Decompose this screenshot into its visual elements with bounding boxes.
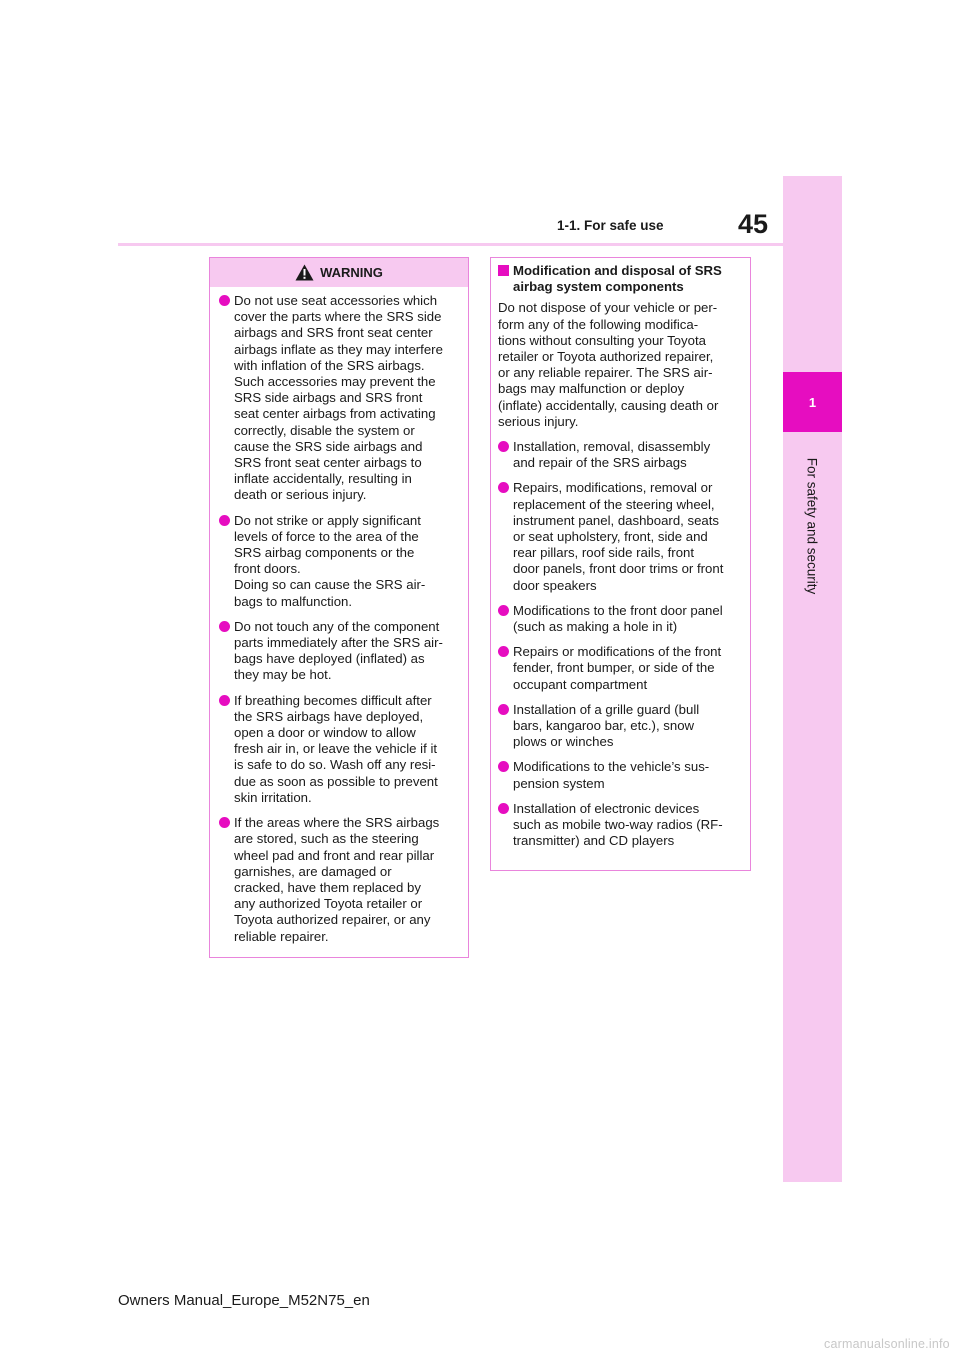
modification-item-text: Installation of electronic devices such as mobile two-way radios (RF- transmitter) and CD players <box>513 800 723 849</box>
bullet-icon <box>219 695 230 706</box>
warning-item-text: If the areas where the SRS airbags are stored, such as the steering wheel pad and front and rear pillar garnishes, are damaged or cracked, have them replaced by any authorized Toyota retailer or Toyota authorized repairer, or any reliable repairer. <box>234 815 440 944</box>
modification-content <box>491 258 750 850</box>
warning-item <box>219 293 456 504</box>
bullet-icon <box>498 482 509 493</box>
warning-item <box>219 815 456 945</box>
warning-item-text: Do not use seat accessories which cover the parts where the SRS side airbags and SRS front seat center airbags inflate as they may interfere with inflation of the SRS airbags. Such accessories may prevent the SRS side airbags and SRS front seat center airbags from activating correctly, disable the system or cause the SRS side airbags and SRS front seat center airbags to inflate accidentally, resulting in death or serious injury. <box>234 293 443 503</box>
bullet-icon <box>219 621 230 632</box>
modification-item-text: Repairs, modifications, removal or replacement of the steering wheel, instrument panel, dashboard, seats or seat upholstery, front, side and rear pillars, roof side rails, front door panels, front door trims or front door speakers <box>513 480 724 593</box>
modification-item <box>498 801 740 850</box>
manual-id-footer: Owners Manual_Europe_M52N75_en <box>118 1292 370 1309</box>
warning-triangle-icon <box>295 264 314 281</box>
modification-item <box>498 603 740 635</box>
modification-item <box>498 439 740 471</box>
chapter-label: For safety and security <box>804 457 820 595</box>
warning-list <box>210 287 468 945</box>
warning-title: WARNING <box>320 265 383 280</box>
modification-box <box>490 257 751 871</box>
modification-item-text: Installation, removal, disassembly and repair of the SRS airbags <box>513 439 711 471</box>
bullet-icon <box>219 295 230 306</box>
modification-item-text: Installation of a grille guard (bull bars, kangaroo bar, etc.), snow plows or winches <box>513 701 700 750</box>
chapter-number: 1 <box>808 394 817 410</box>
warning-item <box>219 619 456 684</box>
warning-item <box>219 513 456 610</box>
bullet-icon <box>498 605 509 616</box>
chapter-number-tab <box>783 372 842 432</box>
warning-item-text: If breathing becomes difficult after the SRS airbags have deployed, open a door or window to allow fresh air in, or leave the vehicle if it is safe to do so. Wash off any resi- due as soon as possible to prevent skin irritation. <box>234 692 438 805</box>
bullet-icon <box>498 761 509 772</box>
bullet-icon <box>219 515 230 526</box>
modification-item-text: Repairs or modifications of the front fender, front bumper, or side of the occupant compartment <box>513 644 722 692</box>
header-divider <box>118 243 783 246</box>
watermark: carmanualsonline.info <box>824 1337 950 1351</box>
modification-heading-text: Modification and disposal of SRS airbag system components <box>513 263 722 295</box>
page-number: 45 <box>738 209 769 239</box>
bullet-icon <box>219 817 230 828</box>
modification-item <box>498 759 740 791</box>
square-bullet-icon <box>498 265 509 276</box>
modification-intro: Do not dispose of your vehicle or per- form any of the following modifica- tions without consulting your Toyota retailer or Toyota authorized repairer, or any reliable repairer. The SRS air- bags may malfunction or deploy (inflate) accidentally, causing death or serious injury. <box>498 300 719 429</box>
warning-item-text: Do not strike or apply significant levels of force to the area of the SRS airbag components or the front doors. Doing so can cause the SRS air- bags to malfunction. <box>234 512 426 609</box>
modification-item <box>498 644 740 693</box>
warning-item <box>219 693 456 806</box>
warning-box <box>209 257 469 958</box>
modification-item <box>498 480 740 593</box>
warning-header <box>210 258 468 287</box>
modification-item-text: Modifications to the front door panel (such as making a hole in it) <box>513 602 723 635</box>
modification-heading <box>498 263 740 295</box>
bullet-icon <box>498 803 509 814</box>
warning-item-text: Do not touch any of the component parts immediately after the SRS air- bags have deployed (inflated) as they may be hot. <box>234 618 443 683</box>
modification-item <box>498 702 740 751</box>
bullet-icon <box>498 646 509 657</box>
bullet-icon <box>498 441 509 452</box>
chapter-side-tab <box>783 176 842 1182</box>
section-title: 1-1. For safe use <box>557 218 664 233</box>
modification-item-text: Modifications to the vehicle’s sus- pension system <box>513 759 710 791</box>
bullet-icon <box>498 704 509 715</box>
